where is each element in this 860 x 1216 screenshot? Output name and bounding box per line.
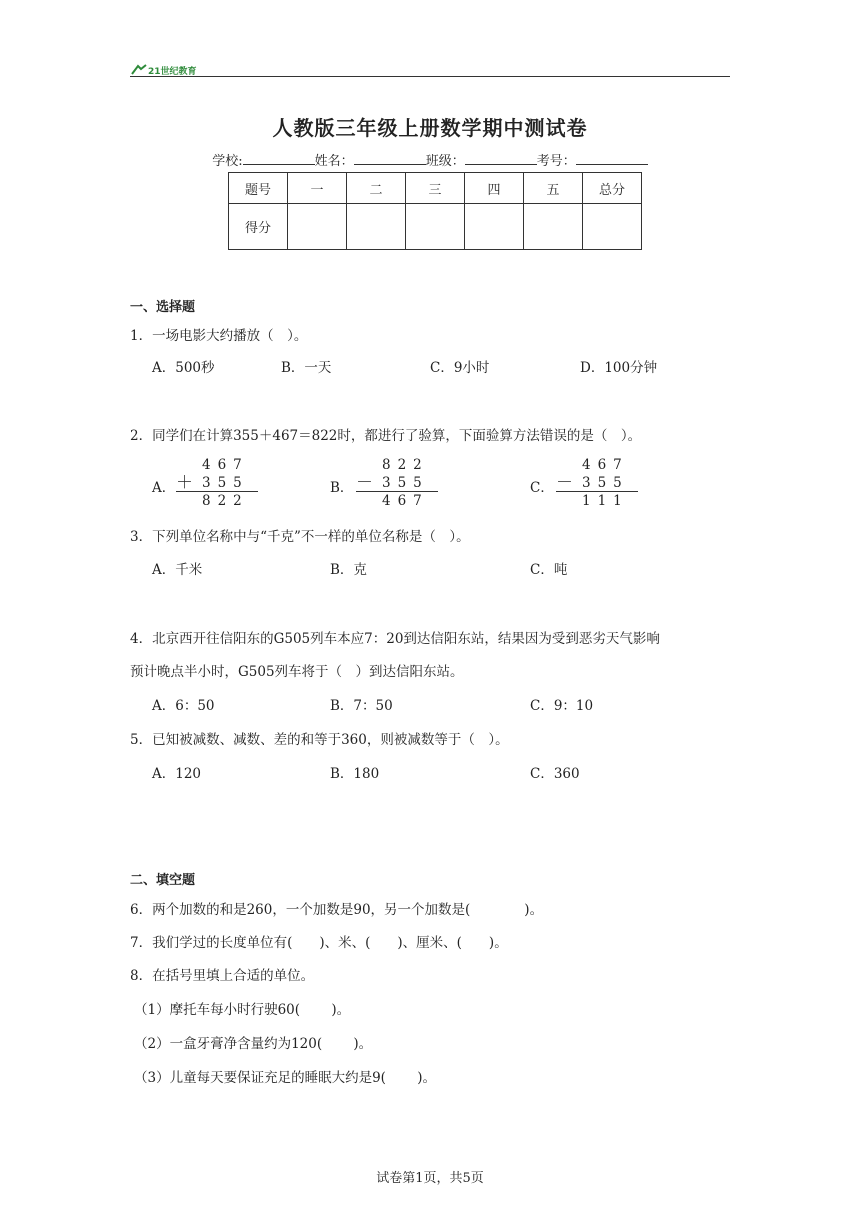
vertical-calc-c: [556, 456, 640, 510]
exam-no-label: 考号：: [536, 154, 576, 169]
calc-mid: 355: [382, 475, 429, 491]
question-8: 8．在括号里填上合适的单位。: [130, 968, 315, 984]
option[interactable]: B．克: [330, 562, 367, 578]
svg-text:21世纪教育: 21世纪教育: [148, 67, 197, 77]
question-2: 2．同学们在计算355＋467＝822时，都进行了验算，下面验算方法错误的是（ ）。: [130, 428, 642, 444]
score-row-label: 得分: [229, 204, 288, 250]
calc-operator: －: [356, 473, 373, 493]
option[interactable]: D．100分钟: [580, 360, 658, 376]
option-label[interactable]: C．: [530, 480, 554, 496]
question-4-line-1: 4．北京西开往信阳东的G505列车本应7：20到达信阳东站，结果因为受到恶劣天气影响: [130, 631, 660, 647]
option[interactable]: B．一天: [281, 360, 332, 376]
calc-result: 467: [382, 493, 429, 509]
score-header: 一: [288, 173, 347, 204]
vertical-calc-b: [356, 456, 440, 510]
score-cell[interactable]: [406, 204, 465, 250]
option[interactable]: C．9：10: [530, 698, 594, 714]
score-header: 总分: [583, 173, 642, 204]
score-cell[interactable]: [288, 204, 347, 250]
vertical-calc-a: [176, 456, 260, 510]
student-info-line: [0, 150, 860, 169]
header-rule: [130, 76, 730, 77]
option[interactable]: B．180: [330, 766, 380, 782]
question-4-line-2: 预计晚点半小时，G505列车将于（ ）到达信阳东站。: [130, 664, 464, 680]
exam-no-field[interactable]: [576, 152, 648, 165]
page-title: 人教版三年级上册数学期中测试卷: [272, 116, 588, 140]
class-label: 班级：: [425, 154, 465, 169]
score-header: 五: [524, 173, 583, 204]
section-heading: 一、选择题: [130, 300, 196, 315]
name-field[interactable]: [354, 152, 426, 165]
calc-operator: ＋: [176, 473, 193, 493]
school-field[interactable]: [243, 152, 315, 165]
name-label: 姓名：: [314, 154, 354, 169]
calc-mid: 355: [202, 475, 249, 491]
calc-mid: 355: [582, 475, 629, 491]
option-label[interactable]: B．: [330, 480, 354, 496]
question-6: 6．两个加数的和是260，一个加数是90，另一个加数是( )。: [130, 902, 544, 918]
calc-top: 822: [382, 457, 429, 473]
question-8-sub-2: （2）一盒牙膏净含量约为120( )。: [134, 1036, 373, 1052]
section-heading: 二、填空题: [130, 873, 196, 888]
option[interactable]: A．500秒: [152, 360, 215, 376]
option[interactable]: C．9小时: [430, 360, 490, 376]
score-header: 四: [465, 173, 524, 204]
calc-operator: －: [556, 473, 573, 493]
question-8-sub-3: （3）儿童每天要保证充足的睡眠大约是9( )。: [134, 1070, 437, 1086]
calc-result: 111: [582, 493, 629, 509]
option[interactable]: B．7：50: [330, 698, 393, 714]
calc-top: 467: [202, 457, 249, 473]
question-8-sub-1: （1）摩托车每小时行驶60( )。: [134, 1002, 351, 1018]
publisher-logo: [130, 62, 200, 76]
question-7: 7．我们学过的长度单位有( )、米、( )、厘米、( )。: [130, 935, 508, 951]
score-header: 二: [347, 173, 406, 204]
question-1: 1．一场电影大约播放（ ）。: [130, 328, 308, 344]
option[interactable]: A．千米: [152, 562, 203, 578]
score-header: 题号: [229, 173, 288, 204]
option[interactable]: C．360: [530, 766, 580, 782]
calc-result: 822: [202, 493, 249, 509]
score-table: [228, 172, 642, 250]
score-header: 三: [406, 173, 465, 204]
question-5: 5．已知被减数、减数、差的和等于360，则被减数等于（ ）。: [130, 732, 509, 748]
score-cell[interactable]: [465, 204, 524, 250]
option[interactable]: A．120: [152, 766, 202, 782]
score-cell[interactable]: [524, 204, 583, 250]
page-footer: 试卷第1页，共5页: [376, 1171, 484, 1186]
class-field[interactable]: [465, 152, 537, 165]
option-label[interactable]: A．: [152, 480, 176, 496]
score-cell[interactable]: [347, 204, 406, 250]
option[interactable]: C．吨: [530, 562, 568, 578]
option[interactable]: A．6：50: [152, 698, 215, 714]
score-cell[interactable]: [583, 204, 642, 250]
question-3: 3．下列单位名称中与“千克”不一样的单位名称是（ ）。: [130, 529, 470, 545]
school-label: 学校:: [212, 154, 243, 169]
calc-top: 467: [582, 457, 629, 473]
